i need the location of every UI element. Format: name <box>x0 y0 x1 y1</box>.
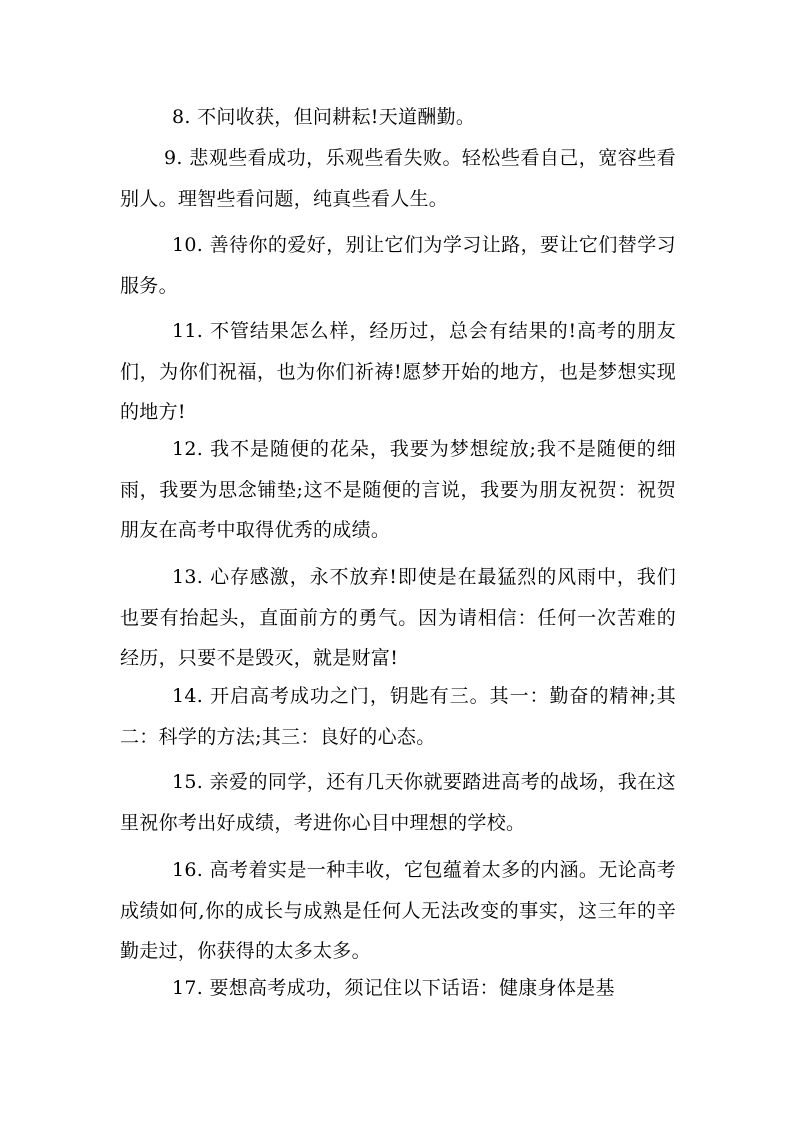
paragraph-11: 11. 不管结果怎么样，经历过，总会有结果的!高考的朋友们，为你们祝福，也为你们祈祷!愿梦开始的地方，也是梦想实现的地方! <box>120 320 676 423</box>
paragraph-10: 10. 善待你的爱好，别让它们为学习让路，要让它们替学习服务。 <box>120 234 676 297</box>
paragraph-9: 9. 悲观些看成功，乐观些看失败。轻松些看自己，宽容些看别人。理智些看问题，纯真些看人生。 <box>120 147 676 210</box>
paragraph-8: 8. 不问收获，但问耕耘!天道酬勤。 <box>172 106 476 128</box>
paragraph-17: 17. 要想高考成功，须记住以下话语：健康身体是基 <box>172 977 615 999</box>
paragraph-13: 13. 心存感激，永不放弃!即使是在最猛烈的风雨中，我们也要有抬起头，直面前方的勇气。因为请相信：任何一次苦难的经历，只要不是毁灭，就是财富! <box>120 566 676 669</box>
paragraph-15: 15. 亲爱的同学，还有几天你就要踏进高考的战场，我在这里祝你考出好成绩，考进你心目中理想的学校。 <box>120 771 676 834</box>
paragraph-14: 14. 开启高考成功之门，钥匙有三。其一：勤奋的精神;其二：科学的方法;其三：良好的心态。 <box>120 685 676 748</box>
paragraph-16: 16. 高考着实是一种丰收，它包蕴着太多的内涵。无论高考成绩如何,你的成长与成熟是任何人无法改变的事实，这三年的辛勤走过，你获得的太多太多。 <box>120 859 676 962</box>
paragraph-12: 12. 我不是随便的花朵，我要为梦想绽放;我不是随便的细雨，我要为思念铺垫;这不是随便的言说，我要为朋友祝贺：祝贺朋友在高考中取得优秀的成绩。 <box>120 438 676 541</box>
